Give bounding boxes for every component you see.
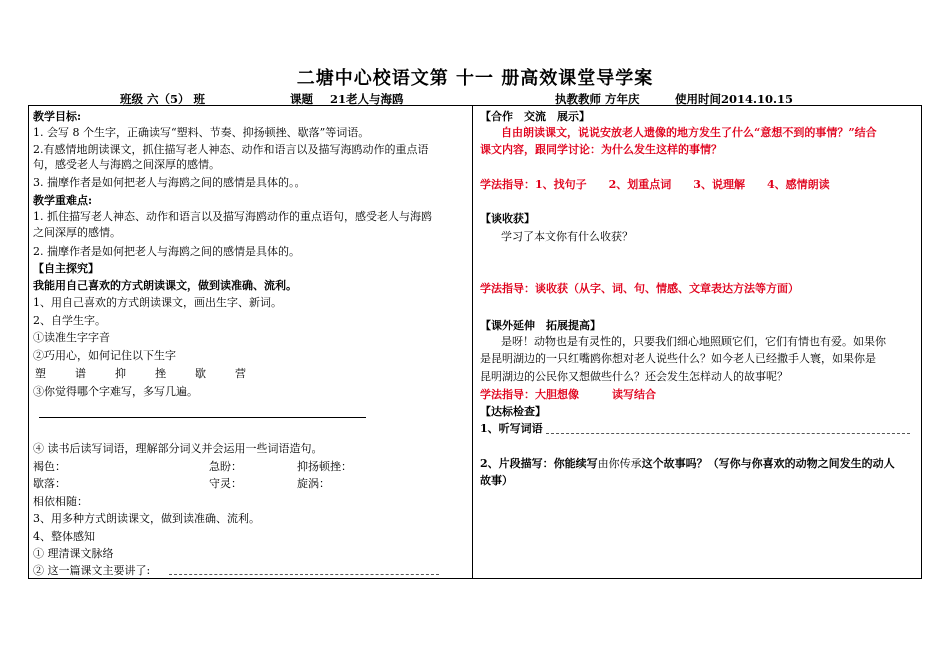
vocab-item: 相依相随： xyxy=(33,495,88,508)
key-item: 2. 揣摩作者是如何把老人与海鸥之间的感情是具体的。 xyxy=(33,245,300,258)
method-guide: 学法指导：谈收获（从字、词、句、情感、文章表达方法等方面） xyxy=(480,282,799,295)
check-text: 2、片段描写：你能续写 xyxy=(480,457,598,470)
check-text: 这个故事吗？（写你与你喜欢的动物之间发生的动人 xyxy=(641,457,895,470)
step-item: 2、自学生字。 xyxy=(33,314,106,327)
new-char: 塑 xyxy=(35,367,46,380)
vocab-item: 守灵： xyxy=(209,477,242,490)
teacher-label: 执教教师 xyxy=(555,92,601,106)
answer-line xyxy=(169,574,439,575)
class-label: 班级 六（5） 班 xyxy=(120,92,206,106)
sub-step: ① 理清课文脉络 xyxy=(33,547,114,560)
extension-heading: 【课外延伸 拓展提高】 xyxy=(480,319,601,332)
sub-step: ②巧用心，如何记住以下生字 xyxy=(33,349,176,362)
coop-heading: 【合作 交流 展示】 xyxy=(480,110,590,123)
sub-step: ④ 读书后读写词语，理解部分词义并会运用一些词语造句。 xyxy=(33,442,323,455)
vocab-item: 抑扬顿挫： xyxy=(297,460,352,473)
gain-question: 学习了本文你有什么收获？ xyxy=(501,230,633,243)
step-item: 3、用多种方式朗读课文，做到读准确、流利。 xyxy=(33,512,260,525)
teacher-name: 方年庆 xyxy=(605,92,640,106)
check-item-cont: 故事） xyxy=(480,474,513,487)
lesson-table xyxy=(28,105,922,579)
lesson-label: 课题 xyxy=(290,92,313,106)
step-item: 4、整体感知 xyxy=(33,530,95,543)
vocab-item: 急盼： xyxy=(209,460,242,473)
check-item: 1、听写词语 xyxy=(480,422,543,435)
new-char: 抑 xyxy=(115,367,126,380)
page-title: 二塘中心校语文第 十一 册高效课堂导学案 xyxy=(296,68,654,89)
step-item: 1、用自己喜欢的方式朗读课文，画出生字、新词。 xyxy=(33,296,282,309)
goal-item: 3. 揣摩作者是如何把老人与海鸥之间的感情是具体的。。 xyxy=(33,176,306,189)
new-char: 营 xyxy=(235,367,246,380)
method-guide: 学法指导：1、找句子 2、划重点词 3、说理解 4、感情朗读 xyxy=(480,178,830,191)
key-item: 1. 抓住描写老人神态、动作和语言以及描写海鸥动作的重点语句，感受老人与海鸥 xyxy=(33,210,432,223)
goal-item-cont: 句，感受老人与海鸥之间深厚的感情。 xyxy=(33,158,220,171)
coop-question-cont: 课文内容，跟同学讨论：为什么发生这样的事情？ xyxy=(480,143,722,156)
new-char: 歇 xyxy=(195,367,206,380)
sub-step: ③你觉得哪个字难写，多写几遍。 xyxy=(33,385,198,398)
extension-text: 昆明湖边的公民你又想做些什么？还会发生怎样动人的故事呢？ xyxy=(480,370,788,383)
date-label: 使用时间2014.10.15 xyxy=(675,92,794,106)
dictation-line xyxy=(546,433,910,434)
gain-heading: 【谈收获】 xyxy=(480,212,535,225)
sub-step: ①读准生字字音 xyxy=(33,331,110,344)
extension-text: 是呀！动物也是有灵性的，只要我们细心地照顾它们，它们有情也有爱。如果你 xyxy=(501,335,886,348)
new-char: 挫 xyxy=(155,367,166,380)
writing-line xyxy=(39,417,366,418)
check-heading: 【达标检查】 xyxy=(480,405,546,418)
goal-item: 1. 会写 8 个生字，正确读写“塑料、节奏、抑扬顿挫、歇落”等词语。 xyxy=(33,126,370,139)
self-study-task: 我能用自己喜欢的方式朗读课文，做到读准确、流利。 xyxy=(33,279,297,292)
goals-heading: 教学目标: xyxy=(33,110,82,123)
goal-item: 2.有感情地朗读课文，抓住描写老人神态、动作和语言以及描写海鸥动作的重点语 xyxy=(33,143,429,156)
sub-step: ② 这一篇课文主要讲了: xyxy=(33,564,151,577)
vocab-item: 褐色： xyxy=(33,460,66,473)
lesson-title: 21老人与海鸥 xyxy=(330,92,404,106)
vocab-item: 歇落： xyxy=(33,477,66,490)
vocab-item: 旋涡： xyxy=(297,477,330,490)
column-divider xyxy=(472,106,473,578)
self-study-heading: 【自主探究】 xyxy=(33,262,99,275)
key-item-cont: 之间深厚的感情。 xyxy=(33,226,121,239)
coop-question: 自由朗读课文，说说安放老人遗像的地方发生了什么“意想不到的事情？”结合 xyxy=(501,126,877,139)
check-item xyxy=(480,457,895,471)
check-text: 由你传承 xyxy=(597,457,642,470)
new-char: 谱 xyxy=(75,367,86,380)
method-guide: 学法指导：大胆想像 读写结合 xyxy=(480,388,656,401)
key-heading: 教学重难点: xyxy=(33,194,93,207)
extension-text: 是昆明湖边的一只红嘴鸥你想对老人说些什么？如今老人已经撒手人寰，如果你是 xyxy=(480,352,876,365)
